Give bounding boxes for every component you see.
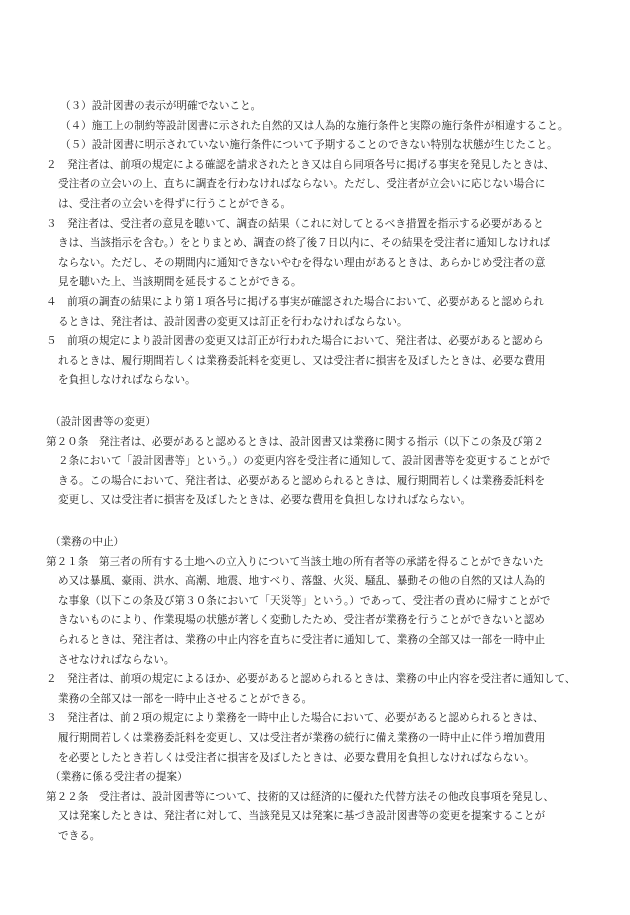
- article-line: 又は発案したときは、発注者に対して、当該発見又は発案に基づき設計図書等の変更を提案することが: [58, 810, 546, 823]
- item-line: （５）設計図書に明示されていない施行条件について予期することのできない特別な状態が生じたこと。: [60, 139, 558, 152]
- paragraph-line: れるときは、履行期間若しくは業務委託料を変更し、又は受注者に損害を及ぼしたときは、必要な費用: [58, 354, 546, 367]
- article-line: きる。この場合において、発注者は、必要があると認められるときは、履行期間若しくは業務委託料を: [58, 474, 546, 487]
- paragraph-line: 見を聴いた上、当該期間を延長することができる。: [58, 276, 302, 289]
- paragraph-line: ５ 前項の規定により設計図書の変更又は訂正が行われた場合において、発注者は、必要があると認めら: [46, 335, 544, 348]
- article-line: ２条において「設計図書等」という。）の変更内容を受注者に通知して、設計図書等を変更することがで: [58, 455, 551, 468]
- article-line: な事象（以下この条及び第３０条において「天災等」という。）であって、受注者の責めに帰すことがで: [58, 594, 551, 607]
- article-line: できる。: [58, 830, 101, 842]
- paragraph-line: ３ 発注者は、受注者の意見を聴いて、調査の結果（これに対してとるべき措置を指示する必要があると: [46, 217, 544, 230]
- heading-line: （設計図書等の変更）: [50, 416, 156, 428]
- paragraph-line: 業務の全部又は一部を一時中止させることができる。: [58, 692, 313, 705]
- article-line: め又は暴風、豪雨、洪水、高潮、地震、地すべり、落盤、火災、騒乱、暴動その他の自然的又は人為的: [58, 575, 546, 588]
- paragraph-line: ３ 発注者は、前２項の規定により業務を一時中止した場合において、必要があると認められるときは、: [46, 712, 544, 725]
- paragraph-line: るときは、発注者は、設計図書の変更又は訂正を行わなければならない。: [58, 315, 408, 328]
- heading-line: （業務に係る受注者の提案）: [50, 771, 188, 784]
- paragraph-line: 受注者の立会いの上、直ちに調査を行わなければならない。ただし、受注者が立会いに応じない場合に: [58, 178, 546, 191]
- paragraph-line: ４ 前項の調査の結果により第１項各号に掲げる事実が確認された場合において、必要があると認められ: [46, 296, 544, 308]
- paragraph-line: を必要としたとき若しくは受注者に損害を及ぼしたときは、必要な費用を負担しなければならない。: [58, 751, 535, 764]
- paragraph-line: 履行期間若しくは業務委託料を変更し、又は受注者が業務の続行に備え業務の一時中止に伴う増加費用: [58, 732, 546, 744]
- article-line: 第２０条 発注者は、必要があると認めるときは、設計図書又は業務に関する指示（以下この条及び第２: [46, 435, 544, 448]
- article-line: 第２２条 受注者は、設計図書等について、技術的又は経済的に優れた代替方法その他改良事項を発見し、: [46, 790, 555, 803]
- paragraph-line: ２ 発注者は、前項の規定による確認を請求されたとき又は自ら同項各号に掲げる事実を発見したときは、: [46, 158, 555, 171]
- heading-line: （業務の中止）: [50, 536, 125, 548]
- article-line: 第２１条 第三者の所有する土地への立入りについて当該土地の所有者等の承諾を得ることができないた: [46, 555, 544, 568]
- paragraph-line: ２ 発注者は、前項の規定によるほか、必要があると認められるときは、業務の中止内容を受注者に通知して、: [46, 673, 576, 686]
- item-line: （３）設計図書の表示が明確でないこと。: [60, 100, 262, 112]
- article-line: 変更し、又は受注者に損害を及ぼしたときは、必要な費用を負担しなければならない。: [58, 494, 472, 507]
- item-line: （４）施工上の制約等設計図書に示された自然的又は人為的な施行条件と実際の施行条件が相違すること。: [60, 119, 569, 132]
- article-line: させなければならない。: [58, 653, 175, 666]
- paragraph-line: を負担しなければならない。: [58, 374, 196, 387]
- paragraph-line: は、受注者の立会いを得ずに行うことができる。: [58, 198, 292, 210]
- article-line: られるときは、発注者は、業務の中止内容を直ちに受注者に通知して、業務の全部又は一部を一時中止: [58, 634, 546, 646]
- paragraph-line: きは、当該指示を含む。）をとりまとめ、調査の終了後７日以内に、その結果を受注者に通知しなければ: [58, 237, 551, 250]
- paragraph-line: ならない。ただし、その期間内に通知できないやむを得ない理由があるときは、あらかじめ受注者の意: [58, 256, 546, 269]
- article-line: きないものにより、作業現場の状態が著しく変動したため、受注者が業務を行うことができないと認め: [58, 614, 545, 627]
